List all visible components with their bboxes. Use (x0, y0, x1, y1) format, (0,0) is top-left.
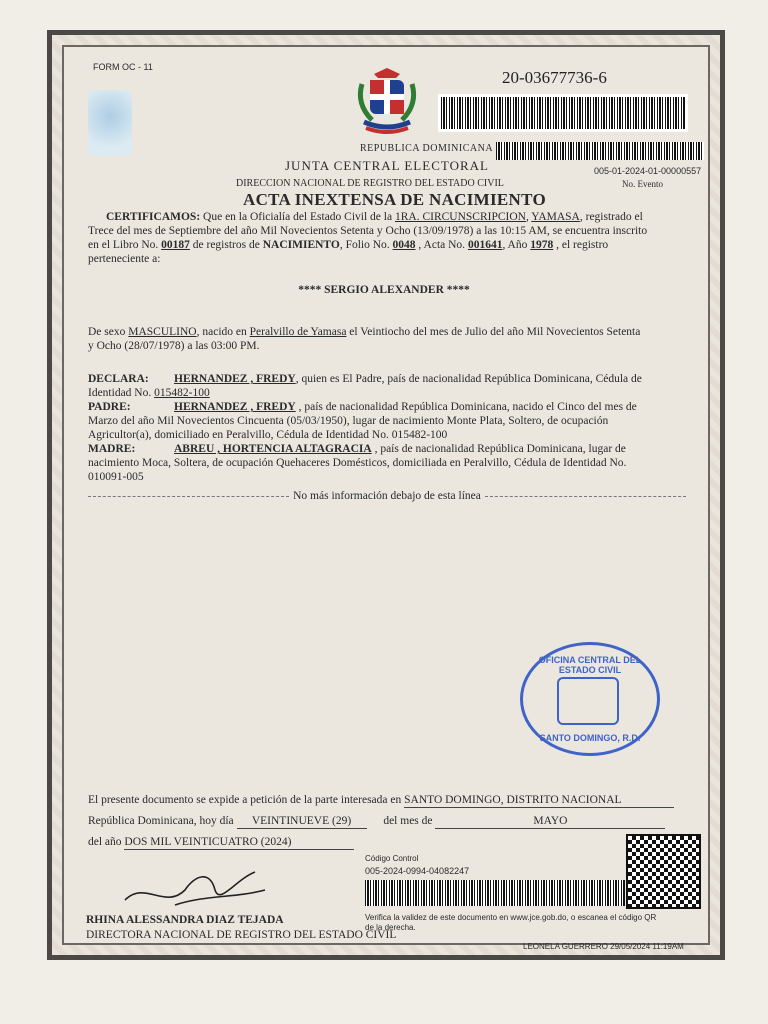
document-title: ACTA INEXTENSA DE NACIMIENTO (243, 190, 546, 209)
qr-code[interactable] (626, 834, 701, 909)
barcode-event (496, 142, 704, 160)
event-label: No. Evento (622, 179, 663, 189)
signatory-title: DIRECTORA NACIONAL DE REGISTRO DEL ESTADO CIVIL (86, 929, 397, 941)
control-code: 005-2024-0994-04082247 (365, 866, 470, 876)
folio-number: 0048 (392, 239, 416, 251)
no-more-info-line: No más información debajo de esta línea (88, 489, 686, 503)
verify-note: Verifica la validez de este documento en www.jce.gob.do, o escanea el código QR de la derecha. (365, 913, 657, 932)
act-year: 1978 (530, 239, 554, 251)
signature-icon (115, 860, 275, 915)
city-name: YAMASA (531, 211, 580, 223)
board-label: JUNTA CENTRAL ELECTORAL (285, 158, 489, 173)
control-label: Código Control (365, 854, 419, 863)
mother-name: ABREU , HORTENCIA ALTAGRACIA (174, 443, 372, 455)
birth-paragraph: De sexo MASCULINO, nacido en Peralvillo de Yamasa el Veintiocho del mes de Julio del año Mil Novecientos Setenta y Ocho (28/07/1978) a las 03:00 PM. (88, 326, 641, 352)
father-name: HERNANDEZ , FREDY (174, 401, 296, 413)
coat-of-arms-icon (352, 64, 422, 136)
civil-registry-stamp: OFICINA CENTRAL DEL ESTADO CIVIL SANTO DOMINGO, R.D. (520, 642, 660, 756)
declarant-name: HERNANDEZ , FREDY (174, 373, 296, 385)
document-number: 20-03677736-6 (502, 68, 607, 87)
issuance-paragraph: El presente documento se expide a petición de la parte interesada en SANTO DOMINGO, DISTRITO NACIONAL República Dominicana, hoy día VEINTINUEVE (29) del mes de MAYO del año DOS MIL VEINTICUATRO (2024) (88, 793, 688, 850)
event-number: 005-01-2024-01-00000557 (594, 166, 702, 176)
office-name: 1RA. CIRCUNSCRIPCION (394, 211, 526, 223)
parents-section: DECLARA: HERNANDEZ , FREDY, quien es El Padre, país de nacionalidad República Dominicana, Cédula de Identidad No. 015482-100 PADRE: HERNANDEZ , FREDY , país de nacionalidad República Dominicana, nacido el Cinco del mes de Marzo del año Mil Novecientos Cincuenta (05/03/1950), lugar de nacimiento Monte Plata, Soltero, de ocupación Agricultor(a), domiciliado en Peralvillo, Cédula de Identidad No. 015482-100 MADRE: ABREU , HORTENCIA ALTAGRACIA , país de nacionalidad República Dominicana, lugar de nacimiento Moca, Soltera, de ocupación Quehaceres Domésticos, domiciliada en Peralvillo, Cédula de Identidad No. 010091-005 (88, 373, 642, 483)
stamp-crest-icon (557, 677, 619, 725)
directorate-label: DIRECCION NACIONAL DE REGISTRO DEL ESTADO CIVIL (236, 178, 504, 189)
form-code: FORM OC - 11 (93, 62, 153, 72)
republic-label: REPUBLICA DOMINICANA (360, 143, 494, 154)
fingerprint-seal-icon (88, 90, 132, 156)
book-number: 00187 (161, 239, 190, 251)
act-number: 001641 (467, 239, 503, 251)
clerk-stamp: LEONELA GUERRERO 29/05/2024 11:19AM (523, 942, 684, 951)
signatory-name: RHINA ALESSANDRA DIAZ TEJADA (86, 914, 284, 926)
registrant-name: **** SERGIO ALEXANDER **** (298, 284, 470, 296)
barcode-top (438, 94, 688, 132)
certification-paragraph: CERTIFICAMOS: Que en la Oficialía del Estado Civil de la 1RA. CIRCUNSCRIPCION, YAMASA, registrado el Trece del mes de Septiembre del año Mil Novecientos Setenta y Ocho (13/09/1978) a las 10:15 AM, se encuentra inscrito en el Libro No. 00187 de registros de NACIMIENTO, Folio No. 0048 , Acta No. 001641, Año 1978 , el registro perteneciente a: (88, 211, 648, 265)
barcode-control (365, 880, 625, 906)
